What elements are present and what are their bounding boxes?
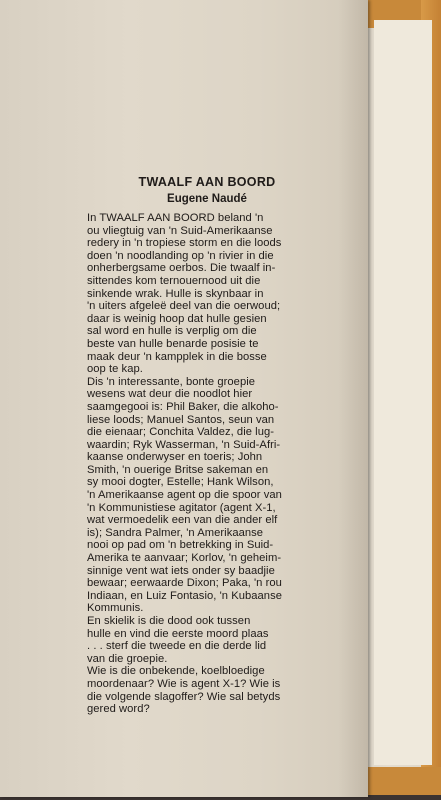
text-line: onherbergsame oerbos. Die twaalf in- [87, 262, 276, 275]
text-line: die eienaar; Conchita Valdez, die lug- [87, 426, 275, 439]
text-line: sittendes kom ternouernood uit die [87, 274, 261, 287]
text-line: doen 'n noodlanding op 'n rivier in die [87, 249, 274, 262]
text-line: hulle en vind die eerste moord plaas [87, 627, 269, 640]
text-line: In TWAALF AAN BOORD beland 'n [87, 212, 264, 224]
text-line: daar is weinig hoop dat hulle gesien [87, 312, 267, 325]
text-line: kaanse onderwyser en toeris; John [87, 451, 263, 464]
text-line: Amerika te aanvaar; Korlov, 'n geheim- [87, 552, 282, 565]
text-line: gered word? [87, 703, 150, 716]
text-line: bewaar; eerwaarde Dixon; Paka, 'n rou [87, 577, 282, 590]
text-line: beste van hulle benarde posisie te [87, 337, 259, 350]
text-line: sinnige vent wat iets onder sy baadjie [87, 564, 275, 577]
text-line: Wie is die onbekende, koelbloedige [87, 665, 265, 678]
flap-fold-shadow [338, 0, 368, 797]
text-line: van die groepie. [87, 652, 168, 665]
text-line: wat vermoedelik een van die ander elf [87, 514, 278, 527]
text-line: die volgende slagoffer? Wie sal betyds [87, 690, 281, 703]
text-line: liese loods; Manuel Santos, seun van [87, 413, 275, 426]
blurb-paragraph-2 [77, 376, 337, 615]
text-line: sinkende wrak. Hulle is skynbaar in [87, 287, 264, 300]
text-line: sy mooi dogter, Estelle; Hank Wilson, [87, 476, 274, 489]
text-line: saamgegooi is: Phil Baker, die alkoho- [87, 400, 279, 413]
blurb-paragraph-3 [77, 615, 337, 665]
text-line: is); Sandra Palmer, 'n Amerikaanse [87, 526, 264, 539]
text-line: Dis 'n interessante, bonte groepie [87, 375, 256, 388]
text-line: redery in 'n tropiese storm en die loods [87, 237, 282, 250]
text-line: En skielik is die dood ook tussen [87, 615, 251, 627]
text-line: Smith, 'n ouerige Britse sakeman en [87, 463, 269, 476]
text-line: moordenaar? Wie is agent X-1? Wie is [87, 677, 281, 690]
text-line: waardin; Ryk Wasserman, 'n Suid-Afri- [87, 438, 281, 451]
text-line: wesens wat deur die noodlot hier [87, 388, 253, 401]
text-line: nooi op pad om 'n betrekking in Suid- [87, 539, 274, 552]
text-line: oop te kap. [87, 363, 143, 376]
text-line: . . . sterf die tweede en die derde lid [87, 640, 267, 653]
book-author: Eugene Naudé [167, 193, 247, 205]
blurb-content [77, 175, 337, 716]
text-line: 'n Kommunistiese agitator (agent X-1, [87, 501, 276, 514]
text-line: 'n Amerikaanse agent op die spoor van [87, 489, 282, 502]
text-line: maak deur 'n kampplek in die bosse [87, 350, 267, 363]
cover-inner-sheet [374, 20, 432, 765]
blurb-paragraph-4 [77, 665, 337, 715]
text-line: Kommunis. [87, 602, 144, 615]
book-title: TWAALF AAN BOORD [138, 175, 276, 189]
blurb-paragraph-1 [77, 212, 337, 376]
text-line: sal word en hulle is verplig om die [87, 325, 257, 338]
text-line: 'n uiters afgeleë deel van die oerwoud; [87, 300, 281, 313]
text-line: ou vliegtuig van 'n Suid-Amerikaanse [87, 224, 273, 237]
text-line: Indiaan, en Luiz Fontasio, 'n Kubaanse [87, 589, 282, 602]
